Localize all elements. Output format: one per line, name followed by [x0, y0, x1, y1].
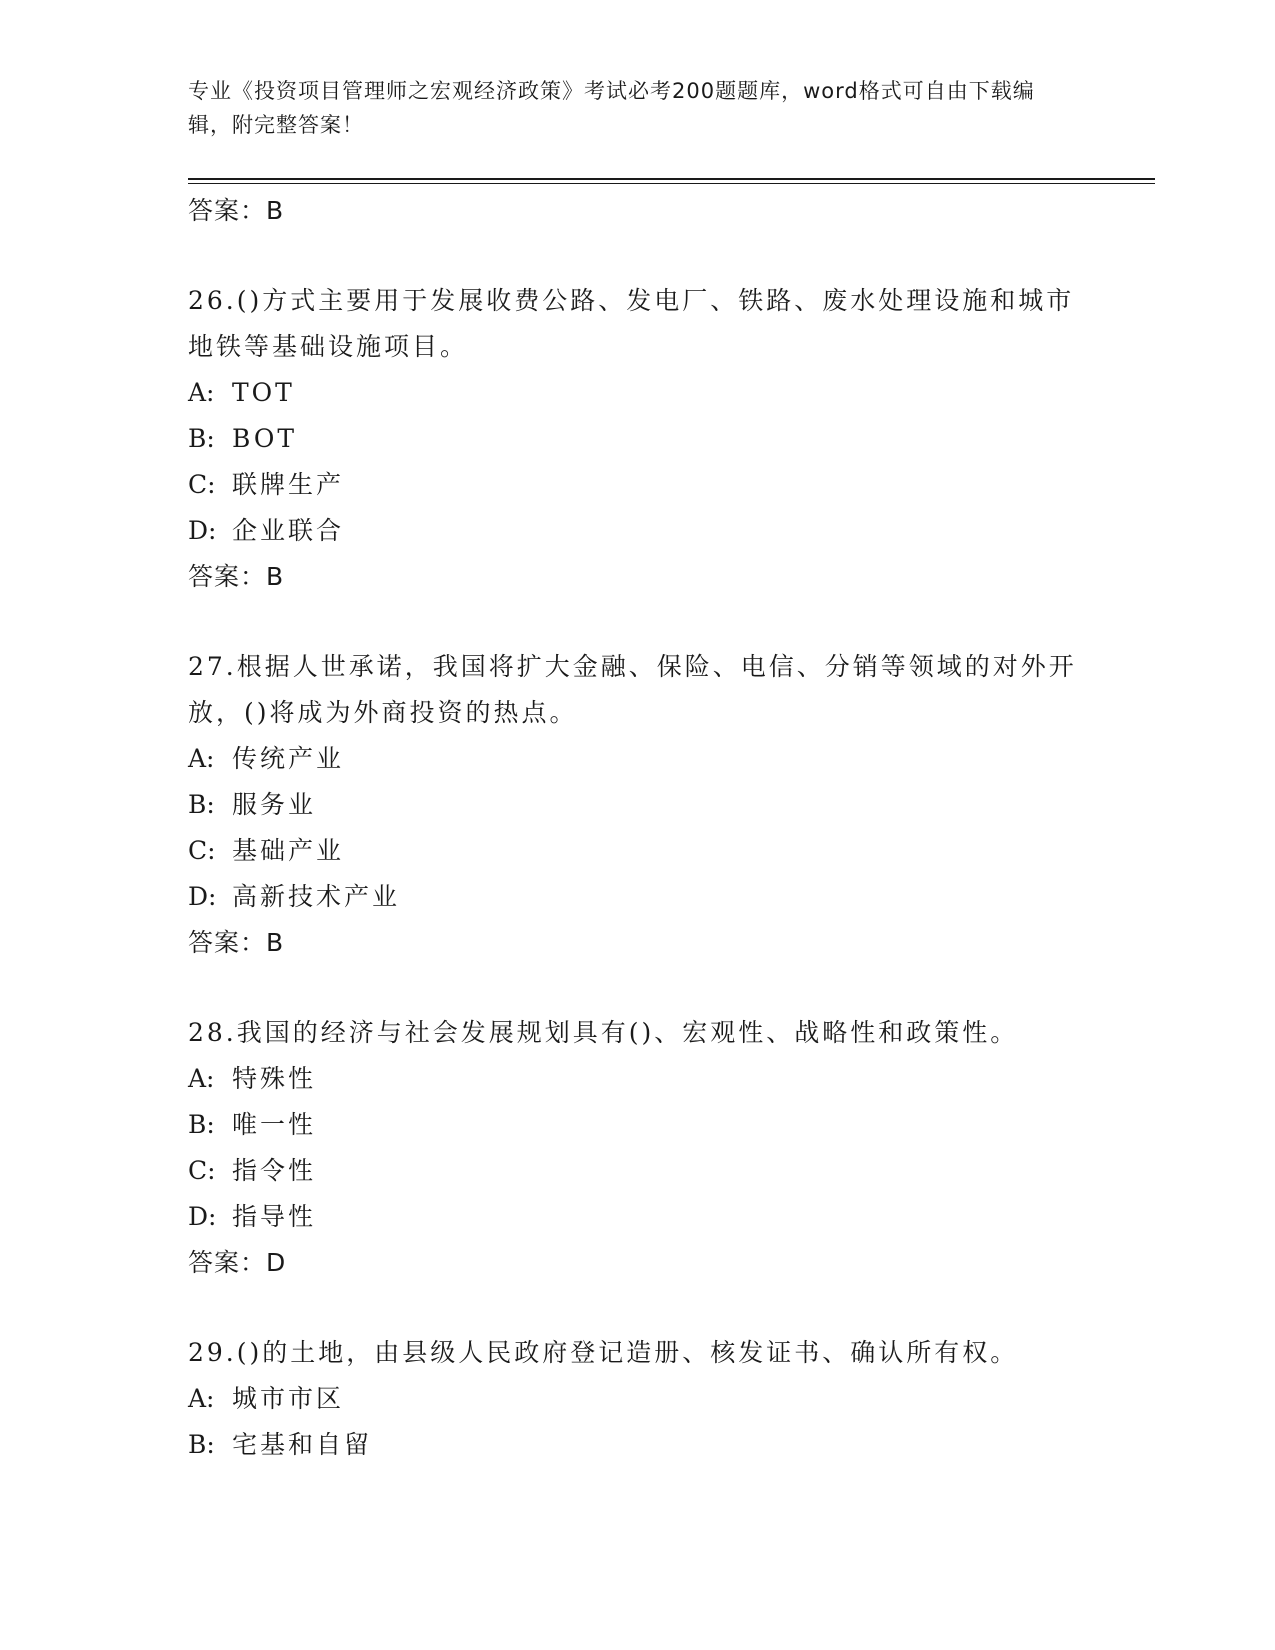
- option-d: [188, 874, 1088, 920]
- option-d: [188, 508, 1088, 554]
- option-text: 宅基和自留: [232, 1430, 373, 1459]
- option-letter: A:: [188, 1064, 215, 1093]
- option-text: 特殊性: [232, 1064, 317, 1093]
- question-block: [188, 1330, 1088, 1468]
- option-text: 联牌生产: [232, 470, 345, 499]
- question-text: 28.我国的经济与社会发展规划具有()、宏观性、战略性和政策性。: [188, 1018, 1019, 1047]
- spacer: [188, 600, 1088, 644]
- answer-line: 答案：D: [188, 1248, 287, 1277]
- option-letter: C:: [188, 470, 216, 499]
- option-letter: D:: [188, 1202, 217, 1231]
- option-text: 传统产业: [232, 744, 345, 773]
- option-letter: D:: [188, 516, 217, 545]
- option-c: [188, 1148, 1088, 1194]
- option-text: 城市市区: [232, 1384, 345, 1413]
- option-letter: A:: [188, 744, 215, 773]
- option-letter: B:: [188, 790, 215, 819]
- spacer: [188, 966, 1088, 1010]
- option-c: [188, 828, 1088, 874]
- option-a: [188, 370, 1088, 416]
- question-text: 27.根据人世承诺，我国将扩大金融、保险、电信、分销等领域的对外开放，()将成为外商投资的热点。: [188, 652, 1077, 727]
- option-b: [188, 1102, 1088, 1148]
- header-text: 专业《投资项目管理师之宏观经济政策》考试必考200题题库，word格式可自由下载编辑，附完整答案！: [188, 79, 1035, 137]
- question-block: [188, 644, 1088, 966]
- option-text: TOT: [232, 378, 295, 407]
- page-header: [188, 74, 1068, 142]
- option-c: [188, 462, 1088, 508]
- option-letter: B:: [188, 424, 215, 453]
- option-text: 基础产业: [232, 836, 345, 865]
- question-text: 26.()方式主要用于发展收费公路、发电厂、铁路、废水处理设施和城市地铁等基础设施项目。: [188, 286, 1075, 361]
- question-text: 29.()的土地，由县级人民政府登记造册、核发证书、确认所有权。: [188, 1338, 1019, 1367]
- option-text: 企业联合: [232, 516, 345, 545]
- option-letter: B:: [188, 1110, 215, 1139]
- option-letter: C:: [188, 1156, 216, 1185]
- option-letter: B:: [188, 1430, 215, 1459]
- option-text: 唯一性: [232, 1110, 317, 1139]
- option-letter: D:: [188, 882, 217, 911]
- option-text: 指导性: [232, 1202, 317, 1231]
- option-text: 服务业: [232, 790, 317, 819]
- question-list: [188, 188, 1088, 1468]
- option-d: [188, 1194, 1088, 1240]
- option-b: [188, 416, 1088, 462]
- option-letter: C:: [188, 836, 216, 865]
- option-text: BOT: [232, 424, 298, 453]
- spacer: [188, 1286, 1088, 1330]
- option-a: [188, 1056, 1088, 1102]
- option-letter: A:: [188, 378, 215, 407]
- answer-line: 答案：B: [188, 928, 285, 957]
- header-rule: [188, 178, 1155, 184]
- option-b: [188, 1422, 1088, 1468]
- answer-line: 答案：B: [188, 562, 285, 591]
- question-block: [188, 1010, 1088, 1286]
- question-block: [188, 278, 1088, 600]
- answer-line: 答案：B: [188, 196, 285, 225]
- option-a: [188, 736, 1088, 782]
- option-b: [188, 782, 1088, 828]
- spacer: [188, 234, 1088, 278]
- option-letter: A:: [188, 1384, 215, 1413]
- option-text: 高新技术产业: [232, 882, 401, 911]
- option-text: 指令性: [232, 1156, 317, 1185]
- option-a: [188, 1376, 1088, 1422]
